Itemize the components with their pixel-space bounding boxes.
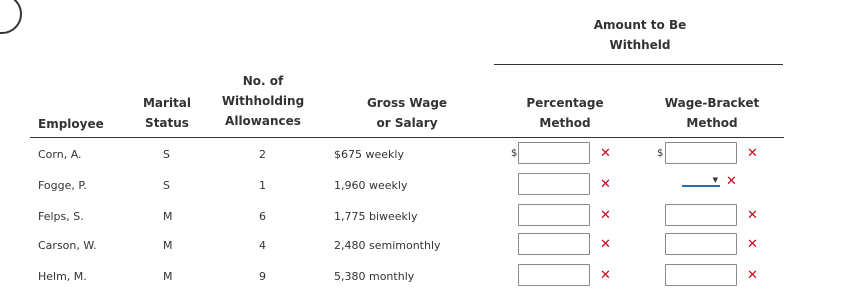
x-mark-icon: ✕: [747, 208, 758, 223]
amount-withheld-header: Amount to Be Withheld: [593, 18, 687, 52]
currency-symbol: $: [511, 148, 518, 159]
x-mark-icon: ✕: [600, 208, 611, 223]
x-mark-icon: ✕: [726, 174, 737, 189]
circle-outline-icon: [0, 0, 22, 34]
allowances-header: No. of Withholding Allowances: [221, 74, 305, 128]
x-mark-icon: ✕: [747, 146, 758, 161]
x-mark-icon: ✕: [600, 177, 611, 192]
wage-bracket-method-input[interactable]: [665, 142, 737, 164]
marital-status: M: [163, 270, 173, 283]
allowances-count: 1: [259, 179, 266, 192]
gross-wage-header: Gross Wage or Salary: [366, 96, 448, 130]
percentage-method-input[interactable]: [518, 233, 590, 255]
marital-status: S: [163, 148, 170, 161]
percentage-method-input[interactable]: [518, 173, 590, 195]
wage-bracket-method-input[interactable]: [665, 264, 737, 286]
employee-header: Employee: [38, 117, 104, 131]
gross-wage: 2,480 semimonthly: [334, 239, 441, 252]
allowances-count: 9: [259, 270, 266, 283]
employee-name: Felps, S.: [38, 210, 84, 223]
allowances-count: 4: [259, 239, 266, 252]
gross-wage: 1,775 biweekly: [334, 210, 418, 223]
employee-name: Fogge, P.: [38, 179, 87, 192]
percentage-method-header: Percentage Method: [526, 96, 604, 130]
marital-status: M: [163, 239, 173, 252]
gross-wage: 1,960 weekly: [334, 179, 408, 192]
amount-withheld-rule: [494, 64, 783, 65]
marital-status: M: [163, 210, 173, 223]
gross-wage: 5,380 monthly: [334, 270, 415, 283]
x-mark-icon: ✕: [600, 268, 611, 283]
employee-name: Carson, W.: [38, 239, 97, 252]
percentage-method-input[interactable]: [518, 264, 590, 286]
x-mark-icon: ✕: [747, 268, 758, 283]
allowances-count: 2: [259, 148, 266, 161]
header-rule: [30, 137, 784, 138]
marital-status-header: Marital Status: [142, 96, 192, 130]
percentage-method-input[interactable]: [518, 204, 590, 226]
dropdown-arrow-icon: ▼: [712, 176, 718, 184]
wage-bracket-method-header: Wage-Bracket Method: [664, 96, 760, 130]
allowances-count: 6: [259, 210, 266, 223]
currency-symbol: $: [657, 148, 664, 159]
percentage-method-input[interactable]: [518, 142, 590, 164]
wage-bracket-method-input[interactable]: [665, 204, 737, 226]
wage-bracket-method-input[interactable]: [665, 233, 737, 255]
x-mark-icon: ✕: [600, 237, 611, 252]
marital-status: S: [163, 179, 170, 192]
x-mark-icon: ✕: [600, 146, 611, 161]
employee-name: Helm, M.: [38, 270, 87, 283]
gross-wage: $675 weekly: [334, 148, 404, 161]
x-mark-icon: ✕: [747, 237, 758, 252]
employee-name: Corn, A.: [38, 148, 82, 161]
wage-bracket-method-select[interactable]: [682, 174, 720, 187]
